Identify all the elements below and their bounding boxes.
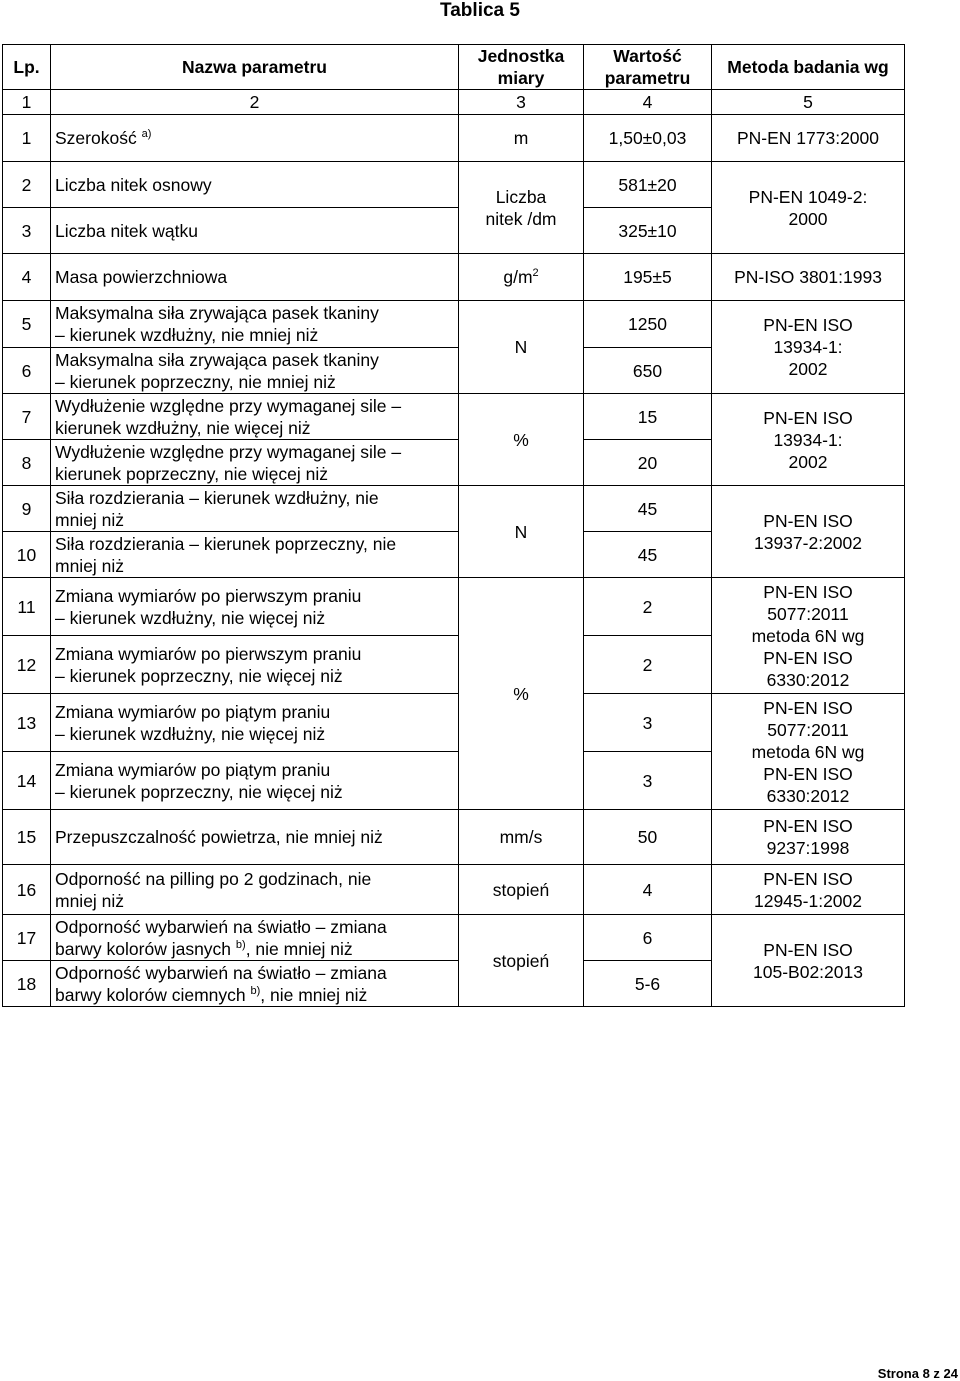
table-row [3, 486, 905, 532]
col-number: 4 [584, 90, 712, 115]
row-unit: % [459, 578, 584, 810]
header-value: Wartość parametru [584, 45, 712, 90]
header-lp: Lp. [3, 45, 51, 90]
row-name: Wydłużenie względne przy wymaganej sile – kierunek poprzeczny, nie więcej niż [51, 440, 459, 486]
col-number: 2 [51, 90, 459, 115]
row-lp: 1 [3, 115, 51, 162]
row-method: PN-EN ISO 5077:2011 metoda 6N wg PN-EN ISO 6330:2012 [712, 578, 905, 694]
row-method: PN-EN ISO 13937-2:2002 [712, 486, 905, 578]
row-lp: 10 [3, 532, 51, 578]
row-unit: mm/s [459, 810, 584, 865]
row-lp: 6 [3, 348, 51, 394]
row-value: 1250 [584, 301, 712, 348]
table-row [3, 162, 905, 208]
row-unit: % [459, 394, 584, 486]
row-method: PN-EN ISO 5077:2011 metoda 6N wg PN-EN ISO 6330:2012 [712, 694, 905, 810]
row-unit: N [459, 486, 584, 578]
col-number: 1 [3, 90, 51, 115]
row-value: 1,50±0,03 [584, 115, 712, 162]
row-lp: 17 [3, 915, 51, 961]
row-method: PN-EN ISO 105-B02:2013 [712, 915, 905, 1007]
table-row [3, 254, 905, 301]
row-unit: stopień [459, 865, 584, 915]
row-name: Masa powierzchniowa [51, 254, 459, 301]
header-name: Nazwa parametru [51, 45, 459, 90]
row-lp: 11 [3, 578, 51, 636]
row-method: PN-EN 1773:2000 [712, 115, 905, 162]
page-number: Strona 8 z 24 [877, 1366, 958, 1381]
row-name: Szerokość $^{a)}$ [51, 115, 459, 162]
row-value: 650 [584, 348, 712, 394]
row-method: PN-ISO 3801:1993 [712, 254, 905, 301]
row-name: Maksymalna siła zrywająca pasek tkaniny – kierunek wzdłużny, nie mniej niż [51, 301, 459, 348]
row-value: 6 [584, 915, 712, 961]
row-value: 20 [584, 440, 712, 486]
row-name: Liczba nitek wątku [51, 208, 459, 254]
row-name: Liczba nitek osnowy [51, 162, 459, 208]
row-lp: 8 [3, 440, 51, 486]
row-value: 3 [584, 694, 712, 752]
row-name: Zmiana wymiarów po pierwszym praniu – kierunek wzdłużny, nie więcej niż [51, 578, 459, 636]
row-value: 4 [584, 865, 712, 915]
row-lp: 13 [3, 694, 51, 752]
row-lp: 3 [3, 208, 51, 254]
row-name: Zmiana wymiarów po pierwszym praniu – kierunek poprzeczny, nie więcej niż [51, 636, 459, 694]
header-row [3, 45, 905, 90]
table-row [3, 694, 905, 752]
header-method: Metoda badania wg [712, 45, 905, 90]
row-value: 50 [584, 810, 712, 865]
row-value: 45 [584, 486, 712, 532]
parameters-table [2, 44, 905, 1007]
row-name: Odporność na pilling po 2 godzinach, nie mniej niż [51, 865, 459, 915]
row-lp: 18 [3, 961, 51, 1007]
row-method: PN-EN ISO 9237:1998 [712, 810, 905, 865]
row-value: 15 [584, 394, 712, 440]
row-lp: 9 [3, 486, 51, 532]
col-number: 3 [459, 90, 584, 115]
table-row [3, 115, 905, 162]
row-unit: $g/m^2$ [459, 254, 584, 301]
row-value: 325±10 [584, 208, 712, 254]
row-method: PN-EN ISO 12945-1:2002 [712, 865, 905, 915]
row-unit: stopień [459, 915, 584, 1007]
row-lp: 2 [3, 162, 51, 208]
col-number: 5 [712, 90, 905, 115]
row-lp: 15 [3, 810, 51, 865]
row-value: 2 [584, 636, 712, 694]
row-unit: Liczba nitek /dm [459, 162, 584, 254]
row-name: Siła rozdzierania – kierunek poprzeczny, nie mniej niż [51, 532, 459, 578]
row-name: Odporność wybarwień na światło – zmiana barwy kolorów ciemnych $^{b)}$, nie mniej niż [51, 961, 459, 1007]
row-value: 45 [584, 532, 712, 578]
row-lp: 16 [3, 865, 51, 915]
row-value: 581±20 [584, 162, 712, 208]
table-row [3, 394, 905, 440]
row-value: 3 [584, 752, 712, 810]
row-name: Zmiana wymiarów po piątym praniu – kierunek wzdłużny, nie więcej niż [51, 694, 459, 752]
row-lp: 12 [3, 636, 51, 694]
row-name: Przepuszczalność powietrza, nie mniej niż [51, 810, 459, 865]
table-row [3, 578, 905, 636]
row-name: Zmiana wymiarów po piątym praniu – kierunek poprzeczny, nie więcej niż [51, 752, 459, 810]
row-unit: N [459, 301, 584, 394]
table-row [3, 301, 905, 348]
row-name: Maksymalna siła zrywająca pasek tkaniny – kierunek poprzeczny, nie mniej niż [51, 348, 459, 394]
table-title: Tablica 5 [440, 0, 520, 21]
row-unit: m [459, 115, 584, 162]
table-row [3, 810, 905, 865]
row-name: Odporność wybarwień na światło – zmiana barwy kolorów jasnych $^{b)}$, nie mniej niż [51, 915, 459, 961]
row-name: Siła rozdzierania – kierunek wzdłużny, nie mniej niż [51, 486, 459, 532]
row-value: 195±5 [584, 254, 712, 301]
row-value: 5-6 [584, 961, 712, 1007]
row-name: Wydłużenie względne przy wymaganej sile – kierunek wzdłużny, nie więcej niż [51, 394, 459, 440]
table-row [3, 865, 905, 915]
row-method: PN-EN 1049-2: 2000 [712, 162, 905, 254]
row-lp: 5 [3, 301, 51, 348]
row-method: PN-EN ISO 13934-1: 2002 [712, 301, 905, 394]
table-row [3, 915, 905, 961]
header-unit: Jednostka miary [459, 45, 584, 90]
row-lp: 4 [3, 254, 51, 301]
row-lp: 14 [3, 752, 51, 810]
column-number-row [3, 90, 905, 115]
row-lp: 7 [3, 394, 51, 440]
row-method: PN-EN ISO 13934-1: 2002 [712, 394, 905, 486]
row-value: 2 [584, 578, 712, 636]
